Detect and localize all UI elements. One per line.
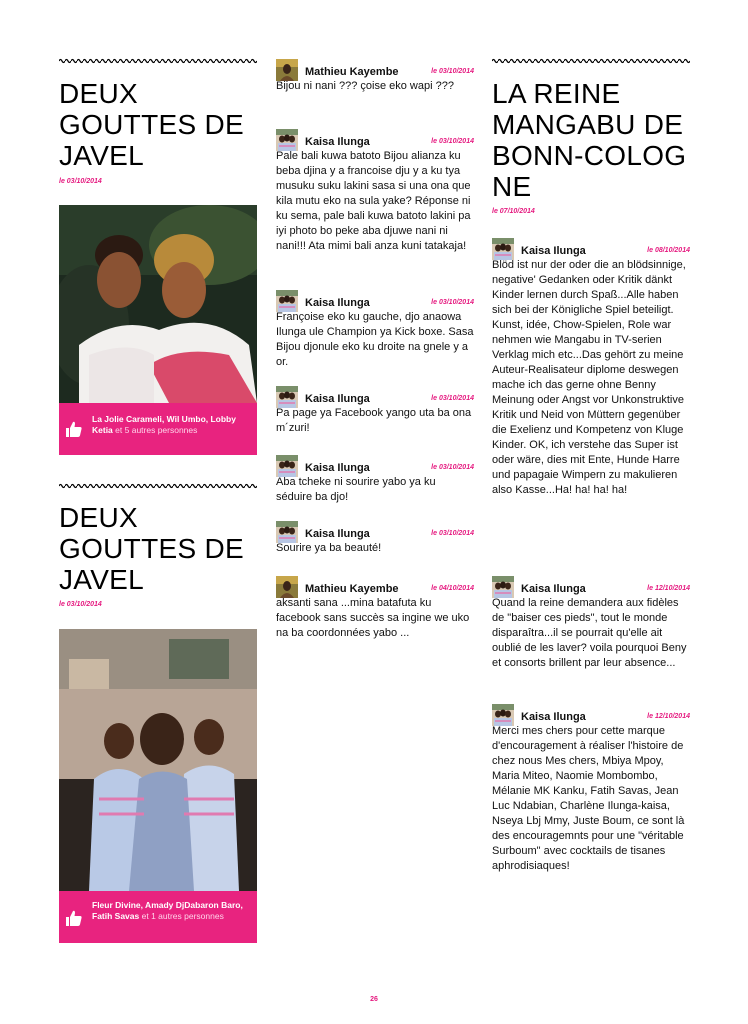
avatar[interactable] bbox=[492, 238, 514, 260]
comment-author[interactable]: Kaisa Ilunga bbox=[305, 297, 370, 309]
post-date: le 03/10/2014 bbox=[59, 178, 102, 185]
post-title-line: DEUX bbox=[59, 502, 138, 533]
comment-date: le 03/10/2014 bbox=[431, 138, 474, 145]
likes-text bbox=[92, 900, 251, 922]
comment-date: le 03/10/2014 bbox=[431, 68, 474, 75]
avatar[interactable] bbox=[276, 386, 298, 408]
post-photo[interactable] bbox=[59, 629, 257, 891]
likes-rest[interactable]: et 5 autres personnes bbox=[115, 425, 198, 435]
post-title-line: LA REINE bbox=[492, 78, 621, 109]
post-title-line: NE bbox=[492, 171, 532, 202]
post-title bbox=[492, 78, 690, 202]
post-photo[interactable] bbox=[59, 205, 257, 403]
comment-author[interactable]: Kaisa Ilunga bbox=[305, 393, 370, 405]
post-title bbox=[59, 78, 257, 171]
comment-author[interactable]: Kaisa Ilunga bbox=[521, 583, 586, 595]
post-title-line: JAVEL bbox=[59, 140, 145, 171]
likes-names[interactable]: Fleur Divine, Amady DjDabaron Baro, Fatih Savas bbox=[92, 900, 243, 921]
comment-date: le 12/10/2014 bbox=[647, 585, 690, 592]
post-title-line: GOUTTES DE bbox=[59, 109, 245, 140]
comment-date: le 03/10/2014 bbox=[431, 530, 474, 537]
likes-bar bbox=[59, 403, 257, 455]
post-date: le 07/10/2014 bbox=[492, 208, 535, 215]
avatar[interactable] bbox=[492, 704, 514, 726]
comment-author[interactable]: Mathieu Kayembe bbox=[305, 583, 399, 595]
avatar[interactable] bbox=[276, 521, 298, 543]
post-date: le 03/10/2014 bbox=[59, 601, 102, 608]
post-title-line: MANGABU DE bbox=[492, 109, 684, 140]
avatar[interactable] bbox=[492, 576, 514, 598]
comment-text: aksanti sana ...mina batafuta ku facebook sans succès sa ingine we uko na ba coordonnées yabo ... bbox=[276, 597, 470, 639]
comment-author[interactable]: Kaisa Ilunga bbox=[521, 245, 586, 257]
comment-date: le 04/10/2014 bbox=[431, 585, 474, 592]
comment-text: Bijou ni nani ??? çoise eko wapi ??? bbox=[276, 80, 454, 92]
comment-author[interactable]: Kaisa Ilunga bbox=[305, 528, 370, 540]
comment-author[interactable]: Kaisa Ilunga bbox=[521, 711, 586, 723]
comment-date: le 03/10/2014 bbox=[431, 299, 474, 306]
comment-text: Merci mes chers pour cette marque d'encouragement à réaliser l'histoire de chez nous Mes chers, Mbiya Mpoy, Maria Miteo, Naomie Mombombo, Mélanie MK Kanku, Fatih Savas, Jean Luc Ndabian, Charlène Ilunga-kaisa, Nseya Lbj Mmy, Juste Boum, ce sont là des encouragemnts pour une "véritable Surboum" avec cocktails de tisanes aphrodisiaques! bbox=[492, 725, 685, 872]
post-title-line: DEUX bbox=[59, 78, 138, 109]
comment-text: Quand la reine demandera aux fidèles de "baiser ces pieds", tout le monde disparaîtra...il se pourrait qu'elle ait oublié de les laver? voila pourquoi Beny et consorts brillent par leur absence... bbox=[492, 597, 687, 669]
comment-text: Pa page ya Facebook yango uta ba ona m´zuri! bbox=[276, 407, 472, 434]
post-title-line: JAVEL bbox=[59, 564, 145, 595]
comment-text: Pale bali kuwa batoto Bijou alianza ku beba djina y a francoise dju y a ku tya musuku suku lakini sasa si una ona que kila mutu eko na sula yake? Réponse ni ku sema, pale bali kuwa batoto lakini pa iyi photo bo peke aba djuwe nani ni nani!!! Ata mimi bali anza kuni tatakaja! bbox=[276, 150, 471, 252]
likes-text bbox=[92, 414, 251, 436]
avatar[interactable] bbox=[276, 290, 298, 312]
comment-text: Blöd ist nur der oder die an blödsinnige, negative' Gedanken oder Kritik dänkt Kinder lernen durch Spaß...Alle haben sich bei der Königliche Spiel beteiligt. Kunst, idée, Chow-Spielen, Role war nehmen wie Mangabu in TV-serien Verklag mich etc...Das gehört zu meine Auteur-Realisateur diplome deswegen mache ich das gerne ohne Benny Meinung oder Angst vor Unkonstruktive Kritik und Neid von Müttern gegenüber die Exelienz und Kompetenz von Kluge Kinder. OK, ich verstehe das Super ist oder wäre, dies mit Ente, Hunde Harre und papagaie Wimpern zu makulieren also Kasse...Ha! ha! ha! ha! bbox=[492, 259, 686, 496]
thumbs-up-icon[interactable] bbox=[65, 420, 83, 441]
comment-text: Françoise eko ku gauche, djo anaowa Ilunga ule Champion ya Kick boxe. Sasa Bijou djonule eko ku droite na gnele y a or. bbox=[276, 311, 474, 368]
wavy-divider bbox=[59, 482, 257, 490]
avatar[interactable] bbox=[276, 129, 298, 151]
likes-names[interactable]: La Jolie Carameli, Wil Umbo, Lobby Ketia bbox=[92, 414, 236, 435]
comment-date: le 12/10/2014 bbox=[647, 713, 690, 720]
avatar[interactable] bbox=[276, 59, 298, 81]
likes-rest[interactable]: et 1 autres personnes bbox=[141, 911, 224, 921]
thumbs-up-icon[interactable] bbox=[65, 909, 83, 930]
comment-date: le 03/10/2014 bbox=[431, 395, 474, 402]
wavy-divider bbox=[492, 57, 690, 65]
comment-author[interactable]: Mathieu Kayembe bbox=[305, 66, 399, 78]
wavy-divider bbox=[59, 57, 257, 65]
comment-author[interactable]: Kaisa Ilunga bbox=[305, 136, 370, 148]
post-title-line: GOUTTES DE bbox=[59, 533, 245, 564]
comment-text: Aba tcheke ni sourire yabo ya ku séduire ba djo! bbox=[276, 476, 436, 503]
comment-date: le 08/10/2014 bbox=[647, 247, 690, 254]
page-number: 26 bbox=[370, 996, 378, 1003]
post-title-line: BONN-COLOG bbox=[492, 140, 687, 171]
avatar[interactable] bbox=[276, 576, 298, 598]
post-title bbox=[59, 502, 257, 595]
likes-bar bbox=[59, 891, 257, 943]
avatar[interactable] bbox=[276, 455, 298, 477]
comment-date: le 03/10/2014 bbox=[431, 464, 474, 471]
comment-text: Sourire ya ba beauté! bbox=[276, 542, 382, 554]
comment-author[interactable]: Kaisa Ilunga bbox=[305, 462, 370, 474]
